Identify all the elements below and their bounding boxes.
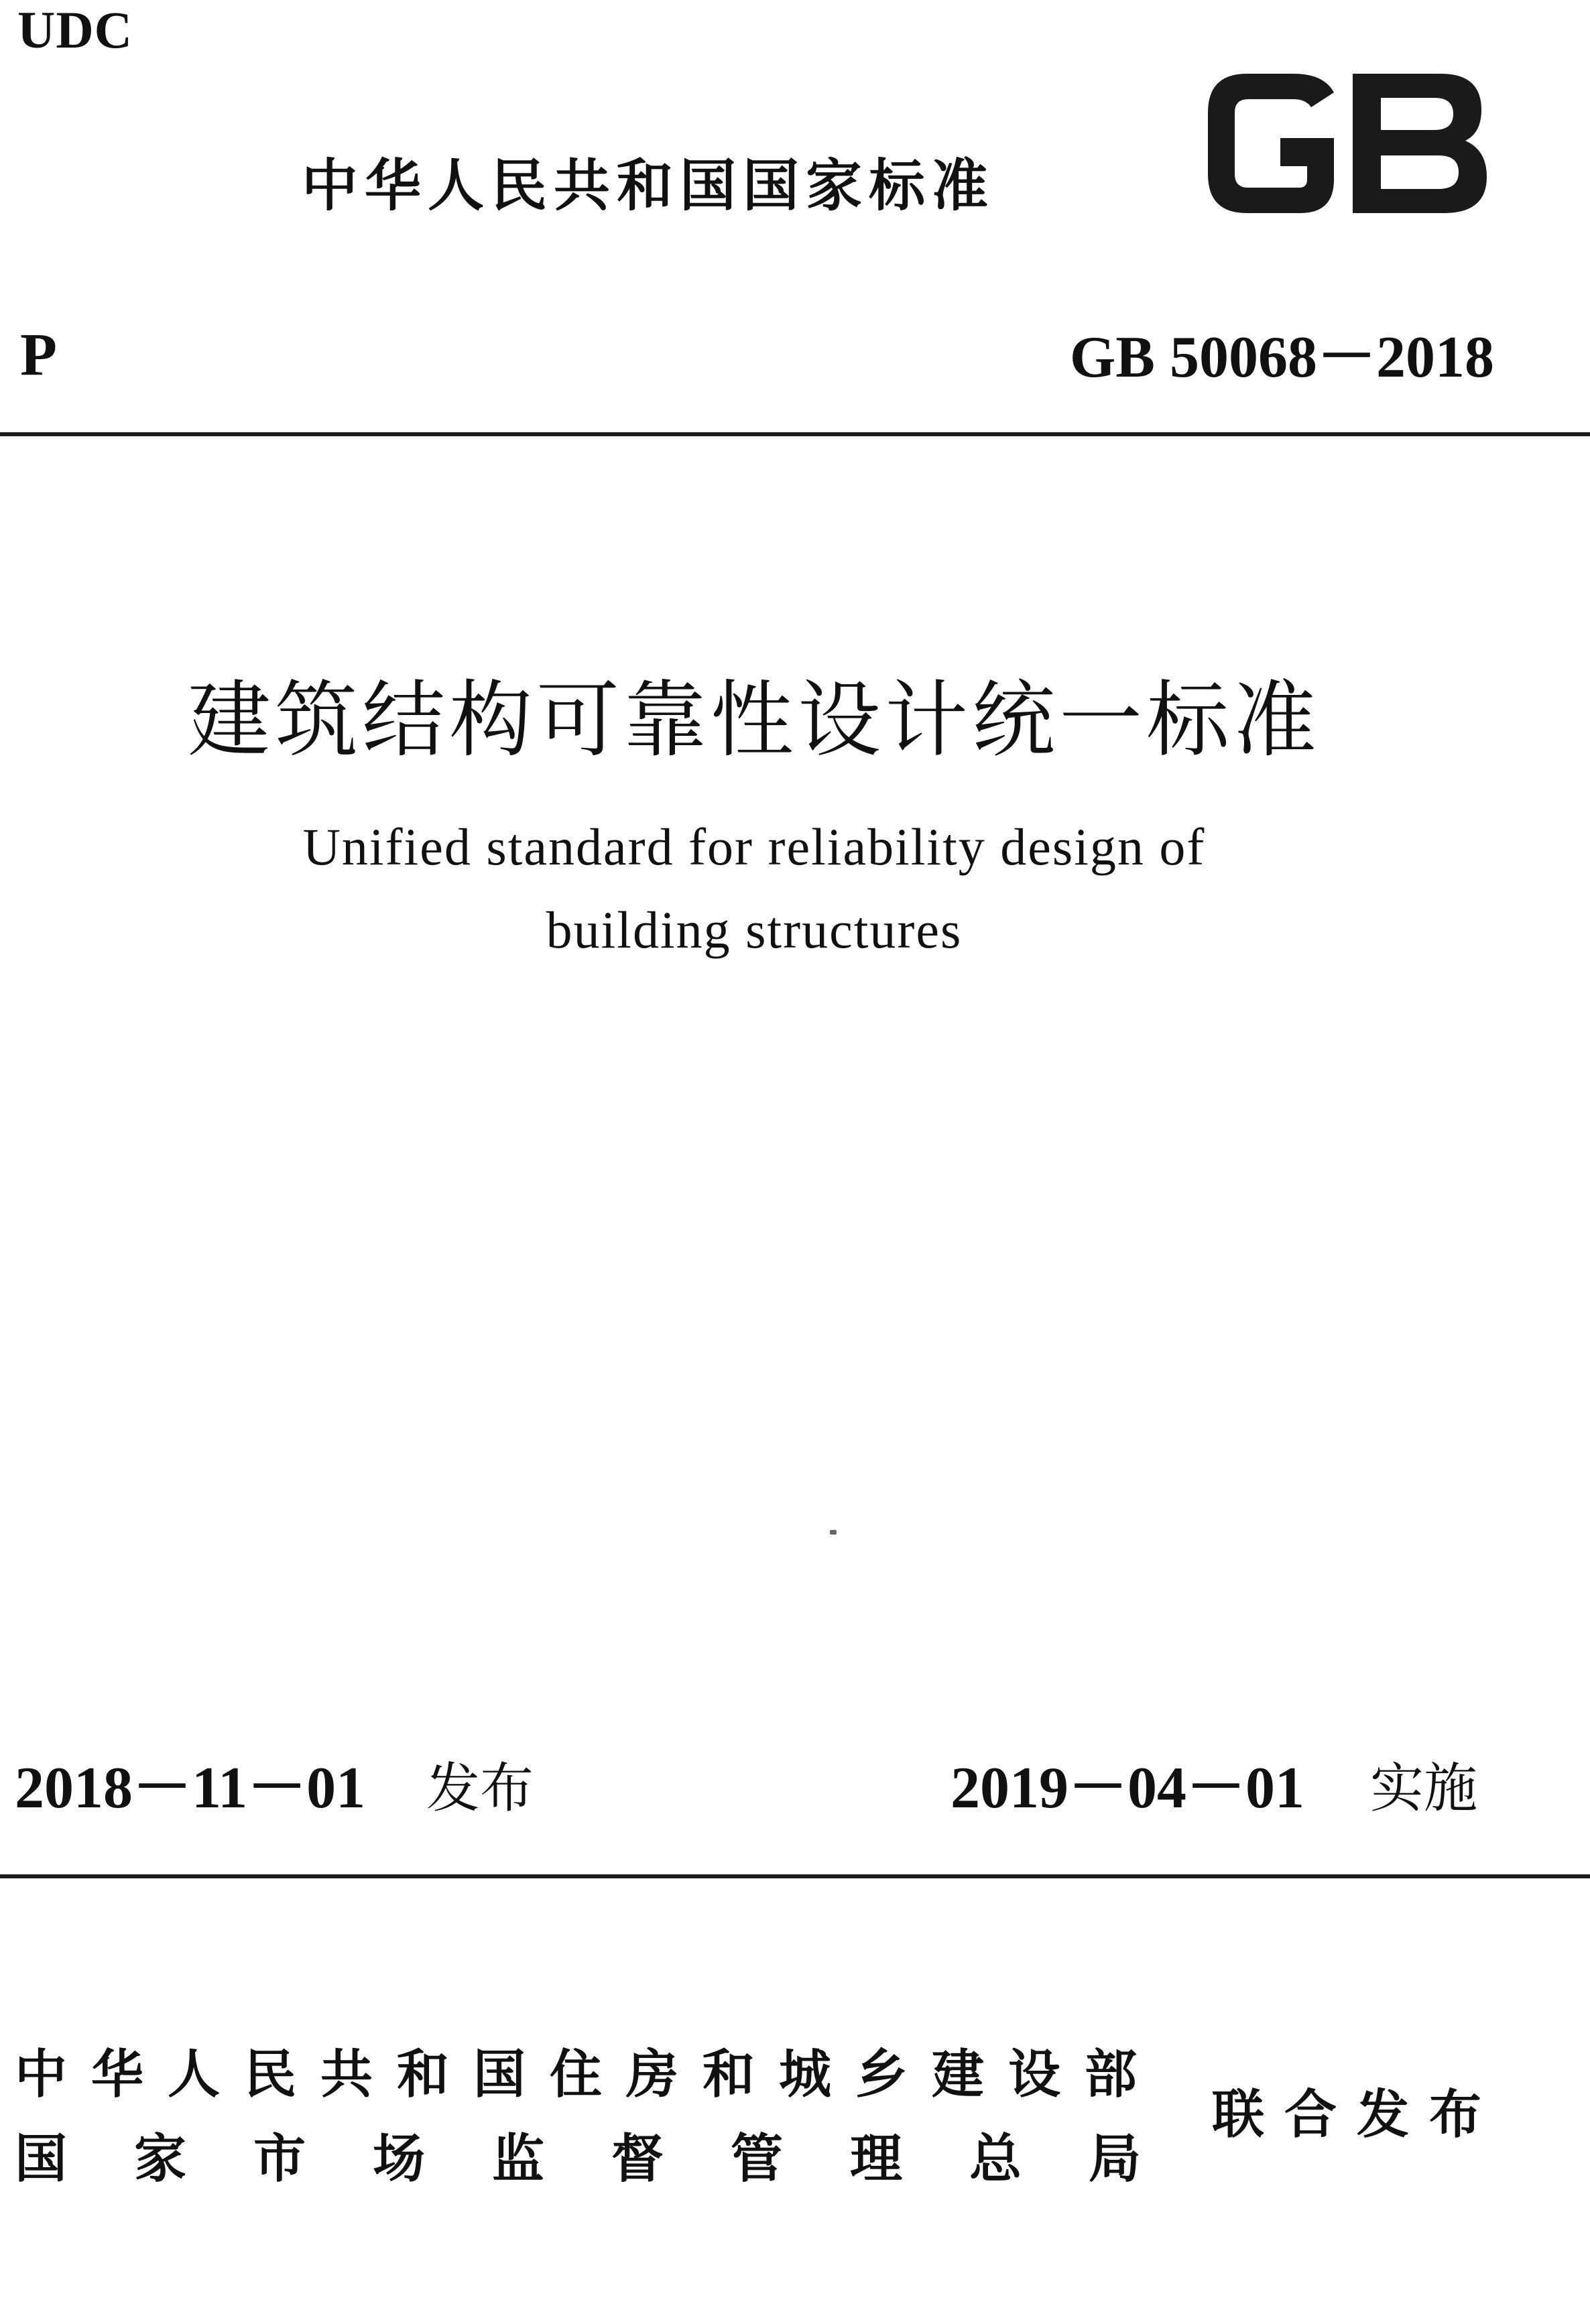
effective-date: 2019－04－01 xyxy=(951,1756,1305,1821)
standard-number: GB 50068－2018 xyxy=(1069,325,1494,390)
issuer-ministry: 中华人民共和国住房和城乡建设部 xyxy=(15,2045,1162,2105)
classification-code: P xyxy=(20,322,57,388)
effective-label: 实施 xyxy=(1370,1757,1477,1819)
bottom-divider xyxy=(0,1874,1590,1878)
joint-release-label: 联合发布 xyxy=(1212,2085,1502,2145)
document-title-english-line2: building structures xyxy=(546,901,963,959)
document-title-english-line1: Unified standard for reliability design of xyxy=(302,818,1206,876)
top-divider xyxy=(0,432,1590,436)
udc-label: UDC xyxy=(17,1,133,59)
publish-date: 2018－11－01 xyxy=(15,1756,366,1821)
publish-label: 发布 xyxy=(426,1757,534,1819)
stray-dot xyxy=(830,1530,837,1535)
national-standard-heading: 中华人民共和国国家标准 xyxy=(302,153,995,218)
gb-logo xyxy=(1200,66,1495,221)
issuer-administration: 国家市场监督管理总局 xyxy=(15,2129,1209,2189)
document-title-chinese: 建筑结构可靠性设计统一标准 xyxy=(187,672,1321,769)
